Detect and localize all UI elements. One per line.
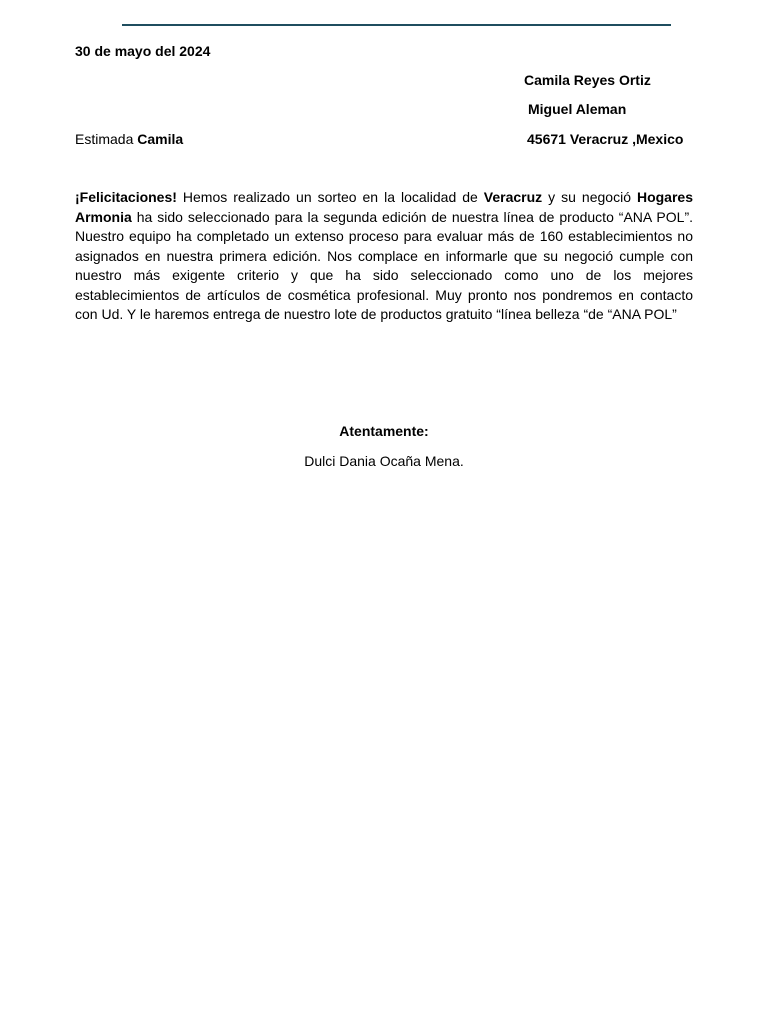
recipient-name: Camila Reyes Ortiz (524, 72, 651, 88)
header-rule (122, 24, 671, 26)
greeting-prefix: Estimada (75, 131, 134, 147)
letter-body (75, 188, 693, 325)
body-congrats: ¡Felicitaciones! (75, 189, 177, 205)
recipient-street: Miguel Aleman (528, 101, 627, 117)
closing-label: Atentamente: (339, 423, 429, 439)
letter-date: 30 de mayo del 2024 (75, 43, 211, 59)
body-text-3: ha sido seleccionado para la segunda edición de nuestra línea de producto “ANA POL”. Nuestro equipo ha completado un extenso proceso para evaluar más de 160 establecimientos no asignados en nuestra primera edición. Nos complace en informarle que su negoció cumple con nuestro más exigente criterio y que ha sido seleccionado como uno de los mejores establecimientos de artículos de cosmética profesional. Muy pronto nos pondremos en contacto con Ud. Y le haremos entrega de nuestro lote de productos gratuito “línea belleza “de “ANA POL” (75, 208, 693, 322)
signature-name: Dulci Dania Ocaña Mena. (304, 453, 464, 469)
body-business-name: Hogares Armonia (75, 189, 693, 225)
body-city: Veracruz (483, 189, 543, 205)
body-text-2: y su negoció (542, 189, 637, 205)
greeting (75, 131, 183, 148)
body-text-1: Hemos realizado un sorteo en la localidad de (176, 189, 484, 205)
recipient-city: 45671 Veracruz ,Mexico (527, 131, 684, 147)
greeting-name: Camila (137, 131, 184, 147)
